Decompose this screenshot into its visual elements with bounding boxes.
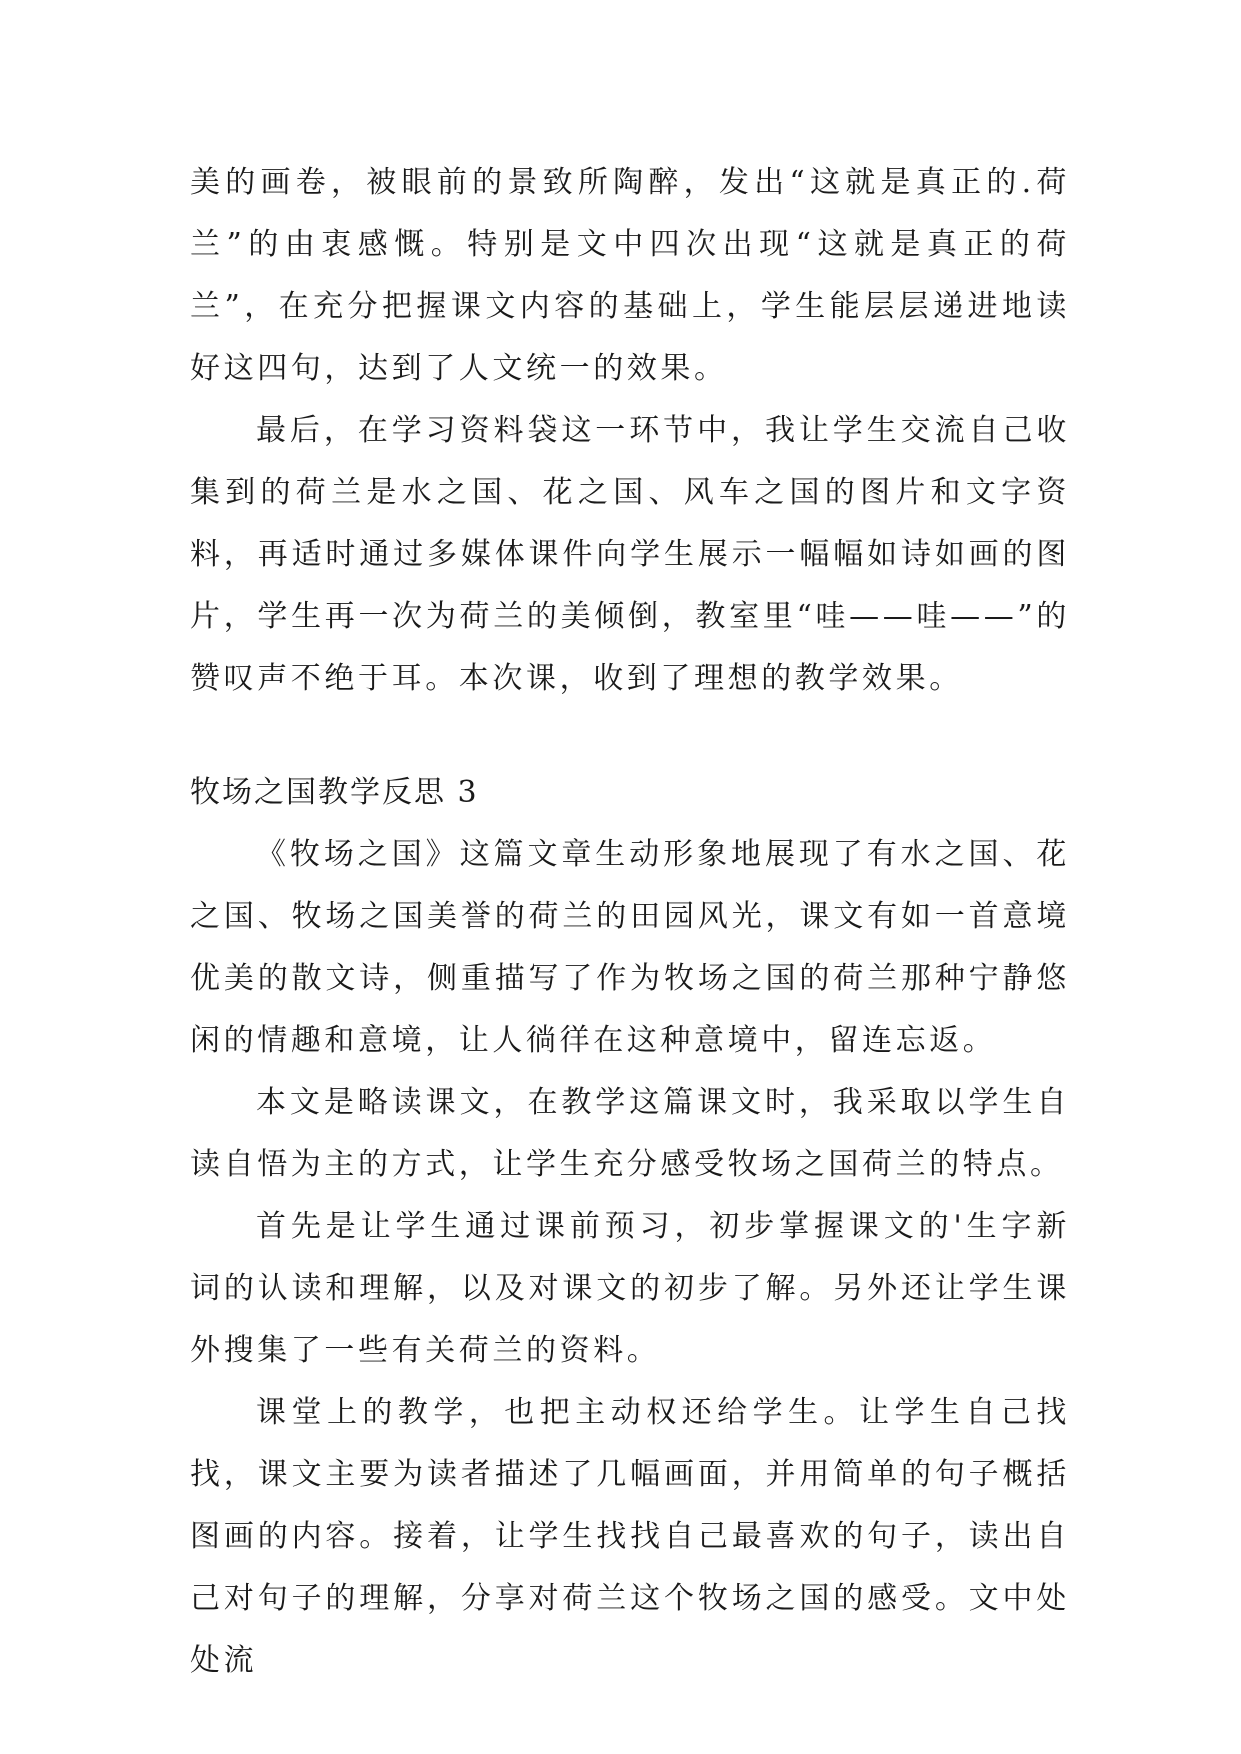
paragraph: 首先是让学生通过课前预习，初步掌握课文的'生字新词的认读和理解，以及对课文的初步了解。另外还让学生课外搜集了一些有关荷兰的资料。 [190, 1209, 1070, 1368]
paragraph: 本文是略读课文，在教学这篇课文时，我采取以学生自读自悟为主的方式，让学生充分感受牧场之国荷兰的特点。 [190, 1085, 1070, 1182]
section-heading: 牧场之国教学反思 3 [190, 775, 479, 810]
paragraph: 最后，在学习资料袋这一环节中，我让学生交流自己收集到的荷兰是水之国、花之国、风车之国的图片和文字资料，再适时通过多媒体课件向学生展示一幅幅如诗如画的图片，学生再一次为荷兰的美倾倒，教室里“哇——哇——”的赞叹声不绝于耳。本次课，收到了理想的教学效果。 [190, 413, 1070, 696]
document-body [190, 152, 1070, 1692]
paragraph: 课堂上的教学，也把主动权还给学生。让学生自己找找，课文主要为读者描述了几幅画面，并用简单的句子概括图画的内容。接着，让学生找找自己最喜欢的句子，读出自己对句子的理解，分享对荷兰这个牧场之国的感受。文中处处流 [190, 1395, 1070, 1678]
paragraph: 《牧场之国》这篇文章生动形象地展现了有水之国、花之国、牧场之国美誉的荷兰的田园风光，课文有如一首意境优美的散文诗，侧重描写了作为牧场之国的荷兰那种宁静悠闲的情趣和意境，让人徜徉在这种意境中，留连忘返。 [190, 837, 1070, 1058]
paragraph-continuation: 美的画卷，被眼前的景致所陶醉，发出“这就是真正的.荷兰”的由衷感慨。特别是文中四次出现“这就是真正的荷兰”，在充分把握课文内容的基础上，学生能层层递进地读好这四句，达到了人文统一的效果。 [190, 165, 1070, 386]
